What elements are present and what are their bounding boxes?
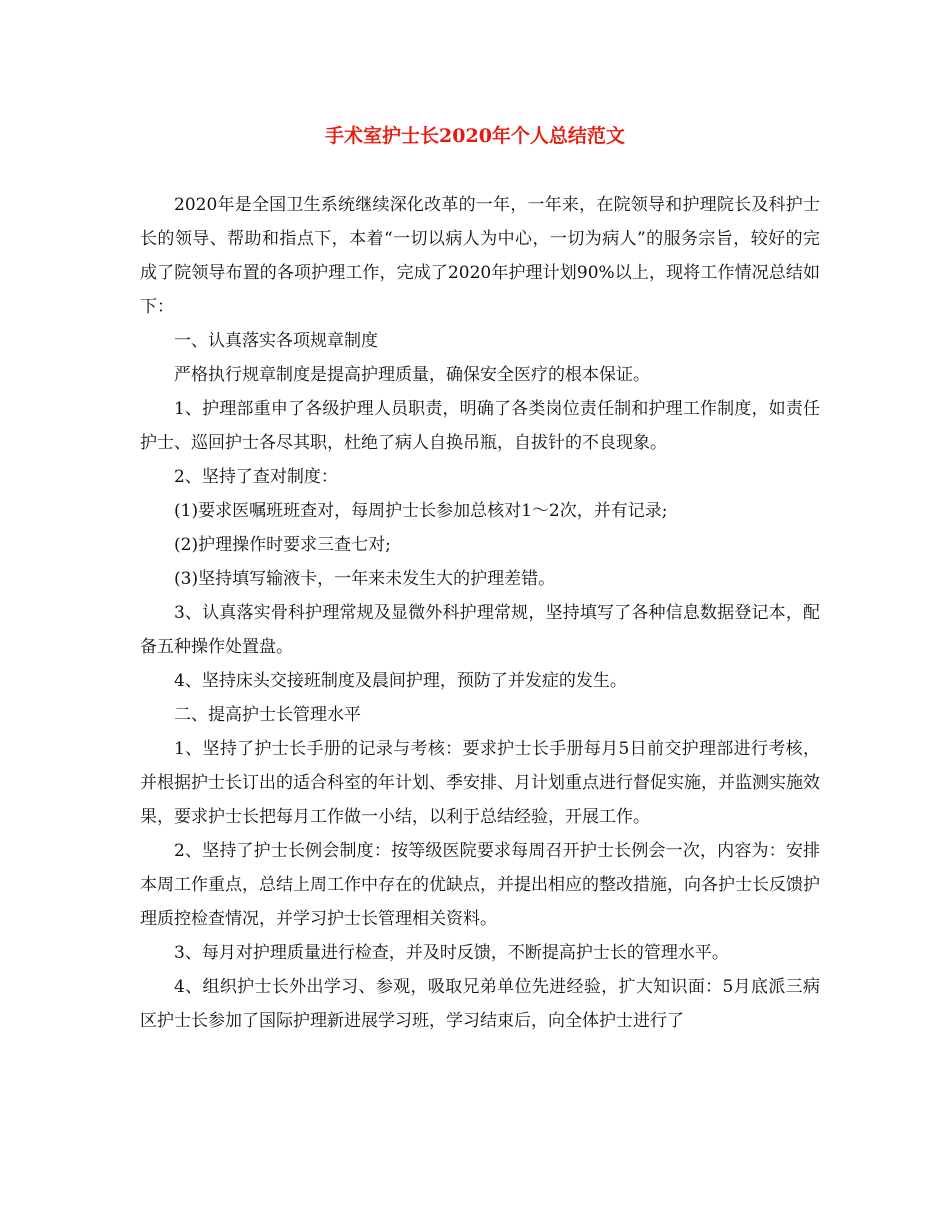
list-item: 2、坚持了护士长例会制度：按等级医院要求每周召开护士长例会一次，内容为：安排本周工作重点，总结上周工作中存在的优缺点，并提出相应的整改措施，向各护士长反馈护理质控检查情况，并学习护士长管理相关资料。 (140, 841, 820, 929)
list-item: 4、组织护士长外出学习、参观，吸取兄弟单位先进经验，扩大知识面：5月底派三病区护士长参加了国际护理新进展学习班，学习结束后，向全体护士进行了 (140, 977, 820, 1031)
section-heading: 一、认真落实各项规章制度 (174, 331, 378, 351)
list-item: 3、每月对护理质量进行检查，并及时反馈，不断提高护士长的管理水平。 (174, 943, 729, 963)
paragraph: 严格执行规章制度是提高护理质量，确保安全医疗的根本保证。 (174, 365, 650, 385)
document-body (140, 188, 820, 1038)
list-item: 1、坚持了护士长手册的记录与考核：要求护士长手册每月5日前交护理部进行考核，并根据护士长订出的适合科室的年计划、季安排、月计划重点进行督促实施，并监测实施效果，要求护士长把每月工作做一小结，以利于总结经验，开展工作。 (140, 739, 820, 827)
list-item: 3、认真落实骨科护理常规及显微外科护理常规，坚持填写了各种信息数据登记本，配备五种操作处置盘。 (140, 603, 820, 657)
sub-list-item: (3)坚持填写输液卡，一年来未发生大的护理差错。 (174, 569, 556, 589)
list-item: 4、坚持床头交接班制度及晨间护理，预防了并发症的发生。 (174, 671, 627, 691)
section-heading: 二、提高护士长管理水平 (174, 705, 361, 725)
sub-list-item: (1)要求医嘱班班查对，每周护士长参加总核对1～2次，并有记录; (174, 501, 668, 521)
list-item: 2、坚持了查对制度： (174, 467, 338, 487)
sub-list-item: (2)护理操作时要求三查七对; (174, 535, 391, 555)
document-title: 手术室护士长2020年个人总结范文 (325, 125, 625, 147)
list-item: 1、护理部重申了各级护理人员职责，明确了各类岗位责任制和护理工作制度，如责任护士、巡回护士各尽其职，杜绝了病人自换吊瓶，自拔针的不良现象。 (140, 399, 820, 453)
paragraph: 2020年是全国卫生系统继续深化改革的一年，一年来，在院领导和护理院长及科护士长的领导、帮助和指点下，本着“一切以病人为中心，一切为病人”的服务宗旨，较好的完成了院领导布置的各项护理工作，完成了2020年护理计划90%以上，现将工作情况总结如下： (140, 195, 820, 317)
